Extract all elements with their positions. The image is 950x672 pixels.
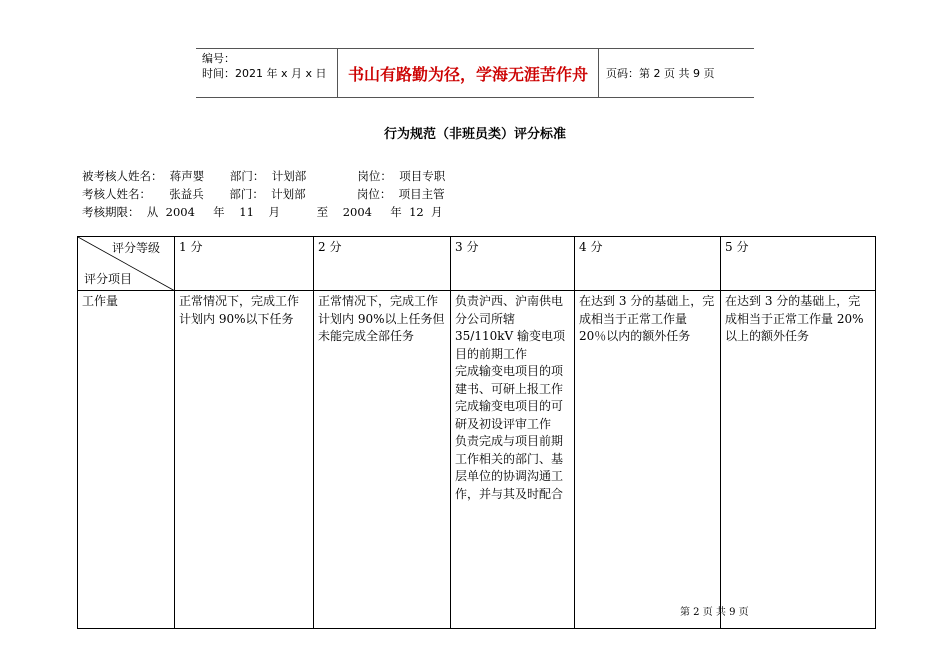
header-page-info: 页码：第 2 页 共 9 页 [606,67,715,80]
cell-level-3-item: 负责沪西、沪南供电分公司所辖 35/110kV 输变电项目的前期工作 [455,294,565,361]
corner-header-cell [78,237,175,291]
cell-level-3-item: 完成输变电项目的项建书、可研上报工作 [455,364,564,396]
corner-label-items: 评分项目 [84,271,133,286]
cell-level-4: 在达到 3 分的基础上，完成相当于正常工作量 20％以内的额外任务 [575,291,721,629]
info-line-period: 考核期限： 从 2004 年 11 月 至 2004 年 12 月 [82,205,443,219]
level-header-5: 5 分 [721,237,876,291]
info-line-assessee: 被考核人姓名： 蒋声婴 部门： 计划部 岗位： 项目专职 [82,169,446,183]
row-label-workload: 工作量 [78,291,175,629]
level-header-4: 4 分 [575,237,721,291]
level-header-1: 1 分 [175,237,314,291]
page-header [196,48,754,98]
info-line-assessor: 考核人姓名： 张益兵 部门： 计划部 岗位： 项目主管 [82,187,445,201]
time-label: 时间：2021 年 x 月 x 日 [202,67,327,80]
level-header-2: 2 分 [314,237,451,291]
table-header-row [78,237,876,291]
header-motto: 书山有路勤为径，学海无涯苦作舟 [338,49,599,97]
page-footer: 第 2 页 共 9 页 [680,607,749,618]
corner-label-levels: 评分等级 [111,241,160,255]
cell-level-5: 在达到 3 分的基础上，完成相当于正常工作量 20%以上的额外任务 [721,291,876,629]
cell-level-1: 正常情况下，完成工作计划内 90%以下任务 [175,291,314,629]
cell-level-3-item: 负责完成与项目前期工作相关的部门、基层单位的协调沟通工作，并与其及时配合 [455,434,564,501]
cell-level-3-item: 完成输变电项目的可研及初设评审工作 [455,399,564,431]
document-title: 行为规范（非班员类）评分标准 [383,127,566,142]
scoring-table [77,236,876,629]
cell-level-3 [451,291,575,629]
cell-level-2: 正常情况下，完成工作计划内 90%以上任务但未能完成全部任务 [314,291,451,629]
level-header-3: 3 分 [451,237,575,291]
header-meta [196,49,338,97]
number-label: 编号： [202,52,235,65]
table-row [78,291,876,629]
